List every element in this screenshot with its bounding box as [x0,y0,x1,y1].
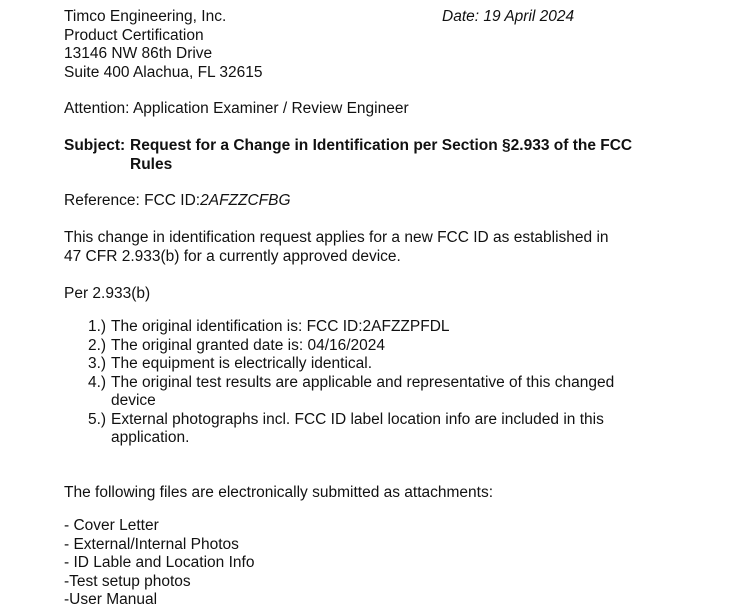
subject-label: Subject: [64,137,126,154]
paragraph-line: This change in identification request applies for a new FCC ID as established in [64,229,609,246]
list-text-line: The original test results are applicable and representative of this changed [111,373,615,391]
list-text [111,318,688,337]
attachment-item: -User Manual [64,591,158,608]
subject-line: Request for a Change in Identification per Section §2.933 of the FCC [130,137,633,154]
list-item [88,411,688,448]
list-text [111,337,688,356]
list-text-line: The equipment is electrically identical. [111,355,373,372]
list-item [88,337,688,356]
list-number: 3.) [88,355,107,372]
attachment-item: - External/Internal Photos [64,535,239,553]
subject-line: Rules [130,155,173,173]
list-text [111,374,688,411]
address-line: 13146 NW 86th Drive [64,45,213,62]
reference-line [64,192,291,211]
list-item [88,374,688,411]
attachment-item: - Cover Letter [64,517,159,534]
list-text-line: The original granted date is: 04/16/2024 [111,336,386,354]
list-text-line: application. [111,429,190,446]
address-line: Timco Engineering, Inc. [64,8,227,25]
list-text [111,411,688,448]
attachments-intro: The following files are electronically submitted as attachments: [64,484,494,501]
paragraph-line: 47 CFR 2.933(b) for a currently approved device. [64,247,401,265]
list-number: 2.) [88,336,107,354]
attention-line: Attention: Application Examiner / Review Engineer [64,100,409,117]
list-number: 1.) [88,318,107,335]
list-text-line: device [111,392,156,409]
list-text-line: The original identification is: FCC ID:2AFZZPFDL [111,318,450,335]
list-item [88,318,688,337]
numbered-list [88,318,688,448]
recipient-address [64,8,263,82]
list-number: 5.) [88,410,107,428]
reference-label: Reference: FCC ID: [64,192,201,209]
list-text-line: External photographs incl. FCC ID label location info are included in this [111,410,604,428]
attachment-item: -Test setup photos [64,572,191,590]
letter-date: Date: 19 April 2024 [442,8,575,25]
change-paragraph [64,229,664,266]
reference-fcc-id: 2AFZZCFBG [200,192,291,209]
list-text [111,355,688,374]
list-number: 4.) [88,373,107,391]
attachment-item: - ID Lable and Location Info [64,554,255,571]
per-section: Per 2.933(b) [64,285,151,302]
attachments-list [64,517,254,610]
list-item [88,355,688,374]
address-line: Product Certification [64,26,204,44]
subject-text [130,137,670,174]
address-line: Suite 400 Alachua, FL 32615 [64,63,263,81]
